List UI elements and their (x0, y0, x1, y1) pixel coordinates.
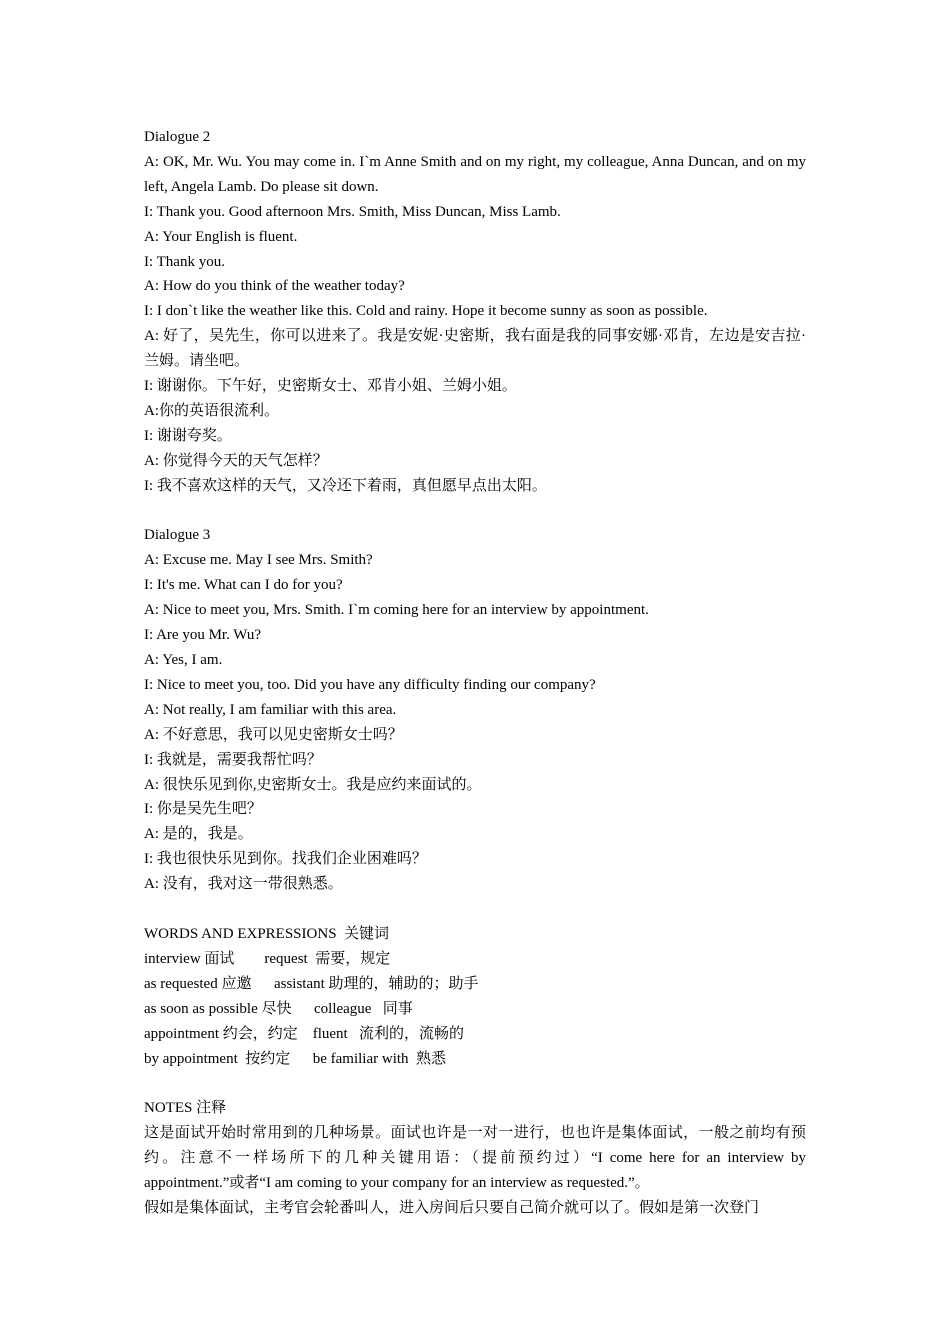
dialogue-line: A: 你觉得今天的天气怎样？ (144, 452, 328, 469)
document-page (144, 125, 806, 1221)
spacer (144, 897, 806, 922)
dialogue-line: A: 不好意思，我可以见史密斯女士吗？ (144, 726, 403, 743)
vocab-line: interview 面试 request 需要，规定 (144, 950, 391, 967)
dialogue-line: A: Yes, I am. (144, 652, 223, 669)
spacer (144, 1071, 806, 1096)
dialogue-line: I: Thank you. Good afternoon Mrs. Smith, Miss Duncan, Miss Lamb. (144, 203, 561, 220)
spacer (144, 499, 806, 524)
dialogue-line: A: 好了，吴先生，你可以进来了。我是安妮·史密斯，我右面是我的同事安娜·邓肯，左边是安吉拉·兰姆。请坐吧。 (144, 328, 806, 370)
dialogue-line: I: 我也很快乐见到你。找我们企业困难吗？ (144, 851, 427, 868)
dialogue-line: I: 我不喜欢这样的天气，又冷还下着雨，真但愿早点出太阳。 (144, 477, 547, 494)
dialogue-line: A: Excuse me. May I see Mrs. Smith? (144, 552, 373, 569)
dialogue-line: A: 没有，我对这一带很熟悉。 (144, 876, 343, 893)
notes-paragraph: 这是面试开始时常用到的几种场景。面试也许是一对一进行，也也许是集体面试，一般之前均有预约。注意不一样场所下的几种关键用语：（提前预约过）“I come here for an interview by appointment.”或者“I am coming to your company for an interview as requested.”。 (144, 1125, 806, 1192)
dialogue-line: A: Nice to meet you, Mrs. Smith. I`m coming here for an interview by appointment. (144, 602, 649, 619)
notes-heading: NOTES 注释 (144, 1100, 227, 1117)
dialogue-line: I: 谢谢你。下午好，史密斯女士、邓肯小姐、兰姆小姐。 (144, 378, 517, 395)
dialogue-line: A: 是的，我是。 (144, 826, 253, 843)
dialogue2-heading: Dialogue 2 (144, 129, 211, 145)
dialogue-line: A: Not really, I am familiar with this area. (144, 701, 397, 718)
dialogue-line: I: 我就是，需要我帮忙吗？ (144, 751, 322, 768)
notes-paragraph: 假如是集体面试，主考官会轮番叫人，进入房间后只要自己简介就可以了。假如是第一次登门 (144, 1199, 760, 1216)
dialogue-line: A:你的英语很流利。 (144, 402, 280, 419)
dialogue-line: I: Thank you. (144, 253, 225, 270)
vocab-line: by appointment 按约定 be familiar with 熟悉 (144, 1050, 447, 1067)
vocab-line: appointment 约会，约定 fluent 流利的，流畅的 (144, 1025, 464, 1042)
dialogue-line: A: 很快乐见到你,史密斯女士。我是应约来面试的。 (144, 776, 482, 793)
dialogue-line: I: Nice to meet you, too. Did you have any difficulty finding our company? (144, 676, 596, 693)
dialogue-line: I: Are you Mr. Wu? (144, 627, 262, 644)
dialogue3-heading: Dialogue 3 (144, 527, 211, 544)
words-heading: WORDS AND EXPRESSIONS 关键词 (144, 925, 390, 942)
dialogue-line: I: I don`t like the weather like this. Cold and rainy. Hope it become sunny as soon as possible. (144, 303, 708, 320)
dialogue-line: A: OK, Mr. Wu. You may come in. I`m Anne Smith and on my right, my colleague, Anna Duncan, and on my left, Angela Lamb. Do please sit down. (144, 153, 806, 195)
words-section (144, 922, 806, 1071)
dialogue-line: A: How do you think of the weather today? (144, 278, 405, 295)
dialogue-line: I: 你是吴先生吧？ (144, 801, 262, 818)
dialogue-line: A: Your English is fluent. (144, 228, 298, 245)
vocab-line: as requested 应邀 assistant 助理的，辅助的；助手 (144, 975, 479, 992)
dialogue-line: I: 谢谢夸奖。 (144, 427, 232, 444)
vocab-line: as soon as possible 尽快 colleague 同事 (144, 1000, 413, 1017)
dialogue-line: I: It's me. What can I do for you? (144, 577, 343, 594)
